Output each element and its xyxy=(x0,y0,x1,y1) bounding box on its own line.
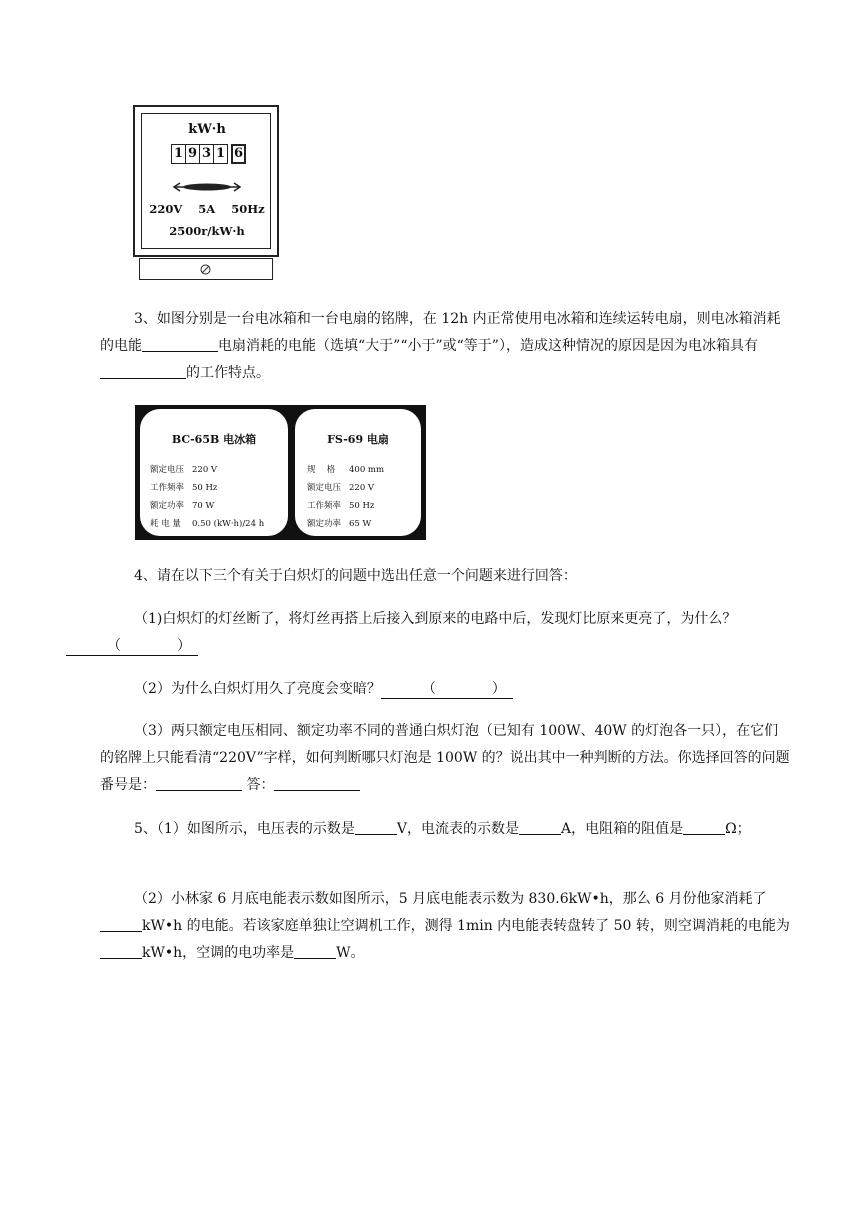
plate-row: 工作频率 50 Hz xyxy=(150,483,218,493)
question-text: A，电阻箱的阻值是 xyxy=(560,821,684,837)
question-text: 如图分别是一台电冰箱和一台电扇的铭牌，在 12h 内正常使用电冰箱和连续运转电扇，则电冰箱消耗的电能 xyxy=(100,311,781,354)
question-text: 的工作特点。 xyxy=(186,365,270,381)
meter-digit: 3 xyxy=(199,144,214,164)
question-5-part-1 xyxy=(100,816,790,843)
answer-blank[interactable] xyxy=(156,774,242,791)
question-text: 电扇消耗的电能（选填“大于”“小于”或“等于”），造成这种情况的原因是因为电冰箱具有 xyxy=(218,338,758,354)
fridge-nameplate xyxy=(140,409,288,536)
meter-constant: 2500r/kW·h xyxy=(169,224,245,238)
answer-blank[interactable] xyxy=(294,942,336,959)
meter-disk-arrow-icon xyxy=(172,180,242,194)
meter-digit: 1 xyxy=(213,144,228,164)
question-4-part-3 xyxy=(100,718,790,799)
meter-face xyxy=(141,113,271,249)
plate-row: 额定电压 220 V xyxy=(307,483,375,493)
question-text: （2）小林家 6 月底电能表示数如图所示，5 月底电能表示数为 830.6kW•h，那么 6 月份他家消耗了 xyxy=(134,891,767,907)
question-text: W。 xyxy=(336,945,365,961)
meter-digit: 1 xyxy=(171,144,186,164)
fan-nameplate xyxy=(295,409,421,536)
meter-digit-decimal: 6 xyxy=(231,144,246,164)
answer-blank[interactable] xyxy=(100,362,186,379)
question-text: V，电流表的示数是 xyxy=(396,821,519,837)
screw-icon xyxy=(200,264,211,275)
answer-blank[interactable]: （ ） xyxy=(66,637,198,656)
question-4-part-2 xyxy=(100,676,790,703)
meter-digits xyxy=(172,144,246,164)
plate-row: 规 格 400 mm xyxy=(307,465,385,475)
question-text: kW•h，空调的电功率是 xyxy=(142,945,295,961)
meter-base xyxy=(139,258,273,280)
question-text: kW•h 的电能。若该家庭单独让空调机工作，测得 1min 内电能表转盘转了 50 转，则空调消耗的电能为 xyxy=(142,918,790,934)
answer-blank[interactable] xyxy=(142,335,218,352)
plate-row: 耗 电 量 0.50 (kW·h)/24 h xyxy=(150,519,265,529)
answer-blank[interactable] xyxy=(683,818,725,835)
question-4-intro: 4、请在以下三个有关于白炽灯的问题中选出任意一个问题来进行回答： xyxy=(134,568,577,584)
question-5-part-2 xyxy=(100,886,790,967)
nameplates-image xyxy=(135,405,426,540)
question-text: （1)白炽灯的灯丝断了，将灯丝再搭上后接入到原来的电路中后，发现灯比原来更亮了，为什么？ xyxy=(134,611,737,627)
fan-nameplate-title: FS-69 电扇 xyxy=(327,433,389,446)
meter-unit: kW·h xyxy=(188,122,226,137)
plate-row: 额定功率 65 W xyxy=(307,519,372,529)
question-4-part-1 xyxy=(100,606,790,660)
answer-blank[interactable]: （ ） xyxy=(381,680,513,699)
meter-digit: 9 xyxy=(185,144,200,164)
answer-blank[interactable] xyxy=(355,818,397,835)
question-number: 3、 xyxy=(134,311,157,327)
answer-label: 答： xyxy=(246,777,275,793)
answer-blank[interactable] xyxy=(274,774,360,791)
plate-row: 额定电压 220 V xyxy=(150,465,218,475)
electricity-meter xyxy=(133,105,279,257)
meter-ratings: 220V 5A 50Hz xyxy=(149,202,265,216)
question-text: （3）两只额定电压相同、额定功率不同的普通白炽灯泡（已知有 100W、40W 的灯泡各一只），在它们的铭牌上只能看清“220V”字样，如何判断哪只灯泡是 100W 的？说出其中一种判断的方法。你选择回答的问题番号是： xyxy=(100,723,790,793)
answer-blank[interactable] xyxy=(100,942,142,959)
question-3 xyxy=(100,306,790,387)
question-text: Ω； xyxy=(725,821,751,837)
question-text: 5、（1）如图所示，电压表的示数是 xyxy=(134,821,355,837)
plate-row: 工作频率 50 Hz xyxy=(307,501,375,511)
fridge-nameplate-title: BC-65B 电冰箱 xyxy=(171,433,257,446)
question-text: （2）为什么白炽灯用久了亮度会变暗？ xyxy=(134,681,381,697)
answer-blank[interactable] xyxy=(519,818,561,835)
answer-blank[interactable] xyxy=(100,915,142,932)
plate-row: 额定功率 70 W xyxy=(150,501,215,511)
